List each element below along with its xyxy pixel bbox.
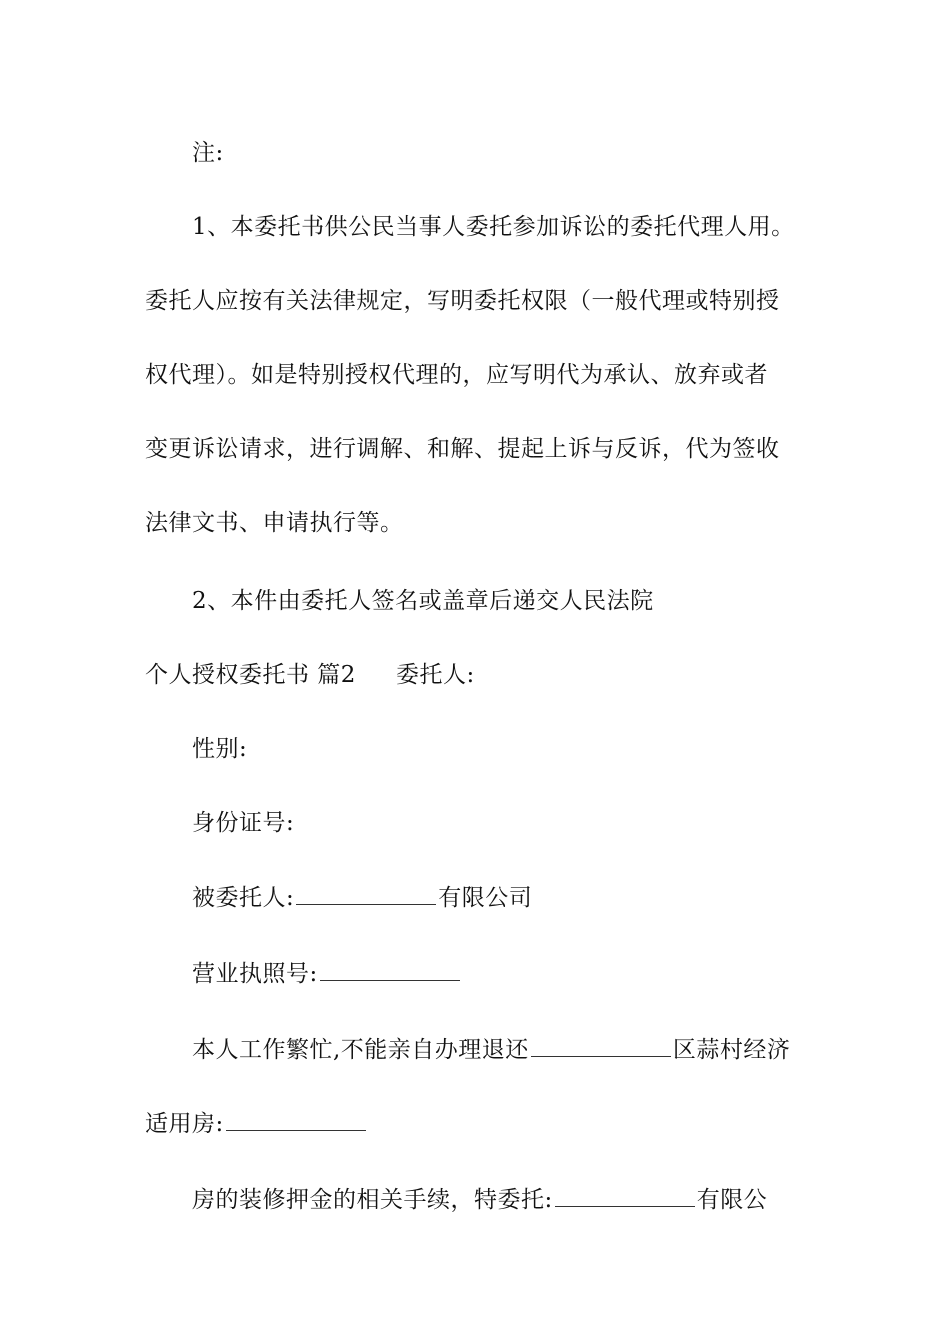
body-line-1-suffix: 区蒜村经济: [672, 1037, 791, 1063]
body-line-1-prefix: 本人工作繁忙,不能亲自办理退还: [192, 1037, 529, 1063]
license-row: [192, 958, 857, 989]
body-line-2: [145, 1108, 810, 1139]
gender-label: 性别:: [192, 736, 248, 762]
note-label: 注:: [192, 140, 224, 166]
body-line-3-blank: [555, 1184, 695, 1207]
agent-row: [192, 882, 857, 913]
id-number-label: 身份证号:: [192, 810, 295, 836]
section-title: 个人授权委托书 篇2: [145, 662, 356, 688]
note-1-line-3: 权代理）。如是特别授权代理的，应写明代为承认、放弃或者: [145, 362, 768, 388]
note-1-line-1: 1、本委托书供公民当事人委托参加诉讼的委托代理人用。: [192, 214, 795, 240]
body-line-2-blank: [226, 1108, 366, 1131]
body-line-1: [192, 1034, 857, 1065]
agent-label: 被委托人:: [192, 885, 295, 911]
agent-suffix: 有限公司: [438, 885, 533, 911]
note-1-line-2: 委托人应按有关法律规定，写明委托权限（一般代理或特别授: [145, 288, 780, 314]
section-heading-row: [145, 660, 810, 690]
note-1-line-4: 变更诉讼请求，进行调解、和解、提起上诉与反诉，代为签收: [145, 436, 780, 462]
body-line-3-prefix: 房的装修押金的相关手续，特委托:: [192, 1187, 553, 1213]
principal-label: 委托人:: [395, 662, 475, 688]
license-label: 营业执照号:: [192, 961, 318, 987]
note-2: 2、本件由委托人签名或盖章后递交人民法院: [192, 588, 654, 614]
agent-blank: [296, 882, 436, 905]
body-line-3-suffix: 有限公: [696, 1187, 768, 1213]
body-line-3: [192, 1184, 857, 1215]
body-line-2-prefix: 适用房:: [145, 1111, 224, 1137]
note-1-line-5: 法律文书、申请执行等。: [145, 510, 404, 536]
license-blank: [320, 958, 460, 981]
body-line-1-blank: [531, 1034, 671, 1057]
